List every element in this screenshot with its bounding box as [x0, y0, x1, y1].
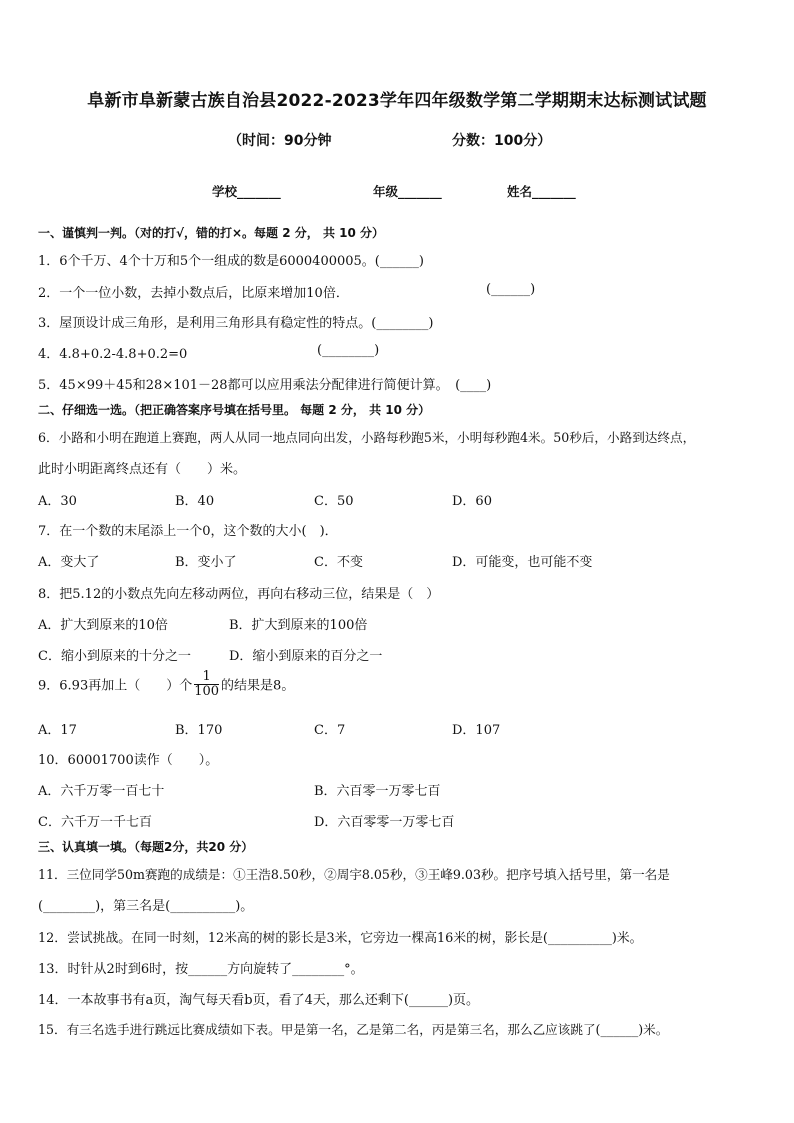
- q8-option-a: A．扩大到原来的10倍: [38, 618, 168, 633]
- q7-option-c: C．不变: [314, 555, 363, 570]
- question-5: 5．45×99＋45和28×101－28都可以应用乘法分配律进行简便计算。 (____): [38, 378, 492, 393]
- question-4-blank: (________): [317, 343, 380, 358]
- q9-option-c: C．7: [314, 723, 346, 738]
- fraction-numerator: 1: [194, 670, 219, 685]
- question-1: 1．6个千万、4个十万和5个一组成的数是6000400005。(______): [38, 254, 424, 269]
- question-4: [38, 343, 380, 362]
- q7-option-b: B．变小了: [175, 555, 237, 570]
- exam-title: 阜新市阜新蒙古族自治县2022-2023学年四年级数学第二学期期末达标测试试题: [87, 91, 707, 111]
- grade-field: 年级_______: [373, 184, 442, 199]
- question-3: 3．屋顶设计成三角形，是利用三角形具有稳定性的特点。(________): [38, 316, 434, 331]
- question-12: 12．尝试挑战。在同一时刻，12米高的树的影长是3米，它旁边一棵高16米的树，影长是(__________)米。: [38, 931, 643, 946]
- fraction-denominator: 100: [194, 683, 220, 699]
- q6-option-d: D．60: [452, 494, 492, 509]
- q10-option-c: C．六千万一千七百: [38, 815, 152, 830]
- question-2: [38, 282, 536, 301]
- q7-option-a: A．变大了: [38, 555, 100, 570]
- time-limit: （时间：90分钟: [228, 133, 332, 149]
- question-13: 13．时针从2时到6时，按______方向旋转了________°。: [38, 962, 364, 977]
- q10-option-d: D．六百零零一万零七百: [314, 815, 455, 830]
- q6-option-a: A．30: [38, 494, 77, 509]
- question-9-text-b: 的结果是8。: [221, 678, 295, 694]
- question-8: 8．把5.12的小数点先向左移动两位，再向右移动三位，结果是（ ）: [38, 587, 440, 602]
- school-field: 学校_______: [212, 184, 281, 199]
- q9-option-b: B．170: [175, 723, 223, 738]
- q8-option-b: B．扩大到原来的100倍: [229, 618, 368, 633]
- question-11-line-2: (________)，第三名是(__________)。: [38, 899, 254, 914]
- question-14: 14．一本故事书有a页，淘气每天看b页，看了4天，那么还剩下(______)页。: [38, 993, 480, 1008]
- q8-option-d: D．缩小到原来的百分之一: [229, 649, 383, 664]
- q10-option-a: A．六千万零一百七十: [38, 784, 165, 799]
- question-10: 10．60001700读作（ ）。: [38, 753, 219, 768]
- fraction-one-hundredth: [194, 670, 219, 698]
- question-9: [38, 670, 294, 698]
- q6-option-b: B．40: [175, 494, 215, 509]
- section-1-heading: 一、谨慎判一判。（对的打√，错的打×。每题 2 分， 共 10 分）: [38, 226, 384, 240]
- q9-option-d: D．107: [452, 723, 501, 738]
- question-7: 7．在一个数的末尾添上一个0，这个数的大小( )．: [38, 524, 338, 539]
- question-2-text: 2．一个一位小数，去掉小数点后，比原来增加10倍．: [38, 286, 349, 301]
- q6-option-c: C．50: [314, 494, 354, 509]
- question-9-text-a: 9．6.93再加上（ ）个: [38, 678, 193, 694]
- section-3-heading: 三、认真填一填。（每题2分，共20 分）: [38, 840, 254, 854]
- q7-option-d: D．可能变，也可能不变: [452, 555, 593, 570]
- q10-option-b: B．六百零一万零七百: [314, 784, 441, 799]
- question-4-text: 4．4.8+0.2-4.8+0.2=0: [38, 347, 188, 362]
- question-2-blank: (______): [486, 282, 536, 297]
- total-score: 分数：100分）: [452, 133, 552, 149]
- section-2-heading: 二、仔细选一选。（把正确答案序号填在括号里。 每题 2 分， 共 10 分）: [38, 403, 431, 417]
- q8-option-c: C．缩小到原来的十分之一: [38, 649, 191, 664]
- question-11-line-1: 11．三位同学50m赛跑的成绩是：①王浩8.50秒，②周宇8.05秒，③王峰9.03秒。把序号填入括号里，第一名是: [38, 867, 670, 882]
- q9-option-a: A．17: [38, 723, 77, 738]
- question-15: 15．有三名选手进行跳远比赛成绩如下表。甲是第一名，乙是第二名，丙是第三名，那么乙应该跳了(______)米。: [38, 1022, 669, 1037]
- name-field: 姓名_______: [507, 184, 576, 199]
- question-6-line-1: 6．小路和小明在跑道上赛跑，两人从同一地点同向出发，小路每秒跑5米，小明每秒跑4米。50秒后，小路到达终点，: [38, 430, 696, 445]
- question-6-line-2: 此时小明距离终点还有（ ）米。: [38, 462, 247, 477]
